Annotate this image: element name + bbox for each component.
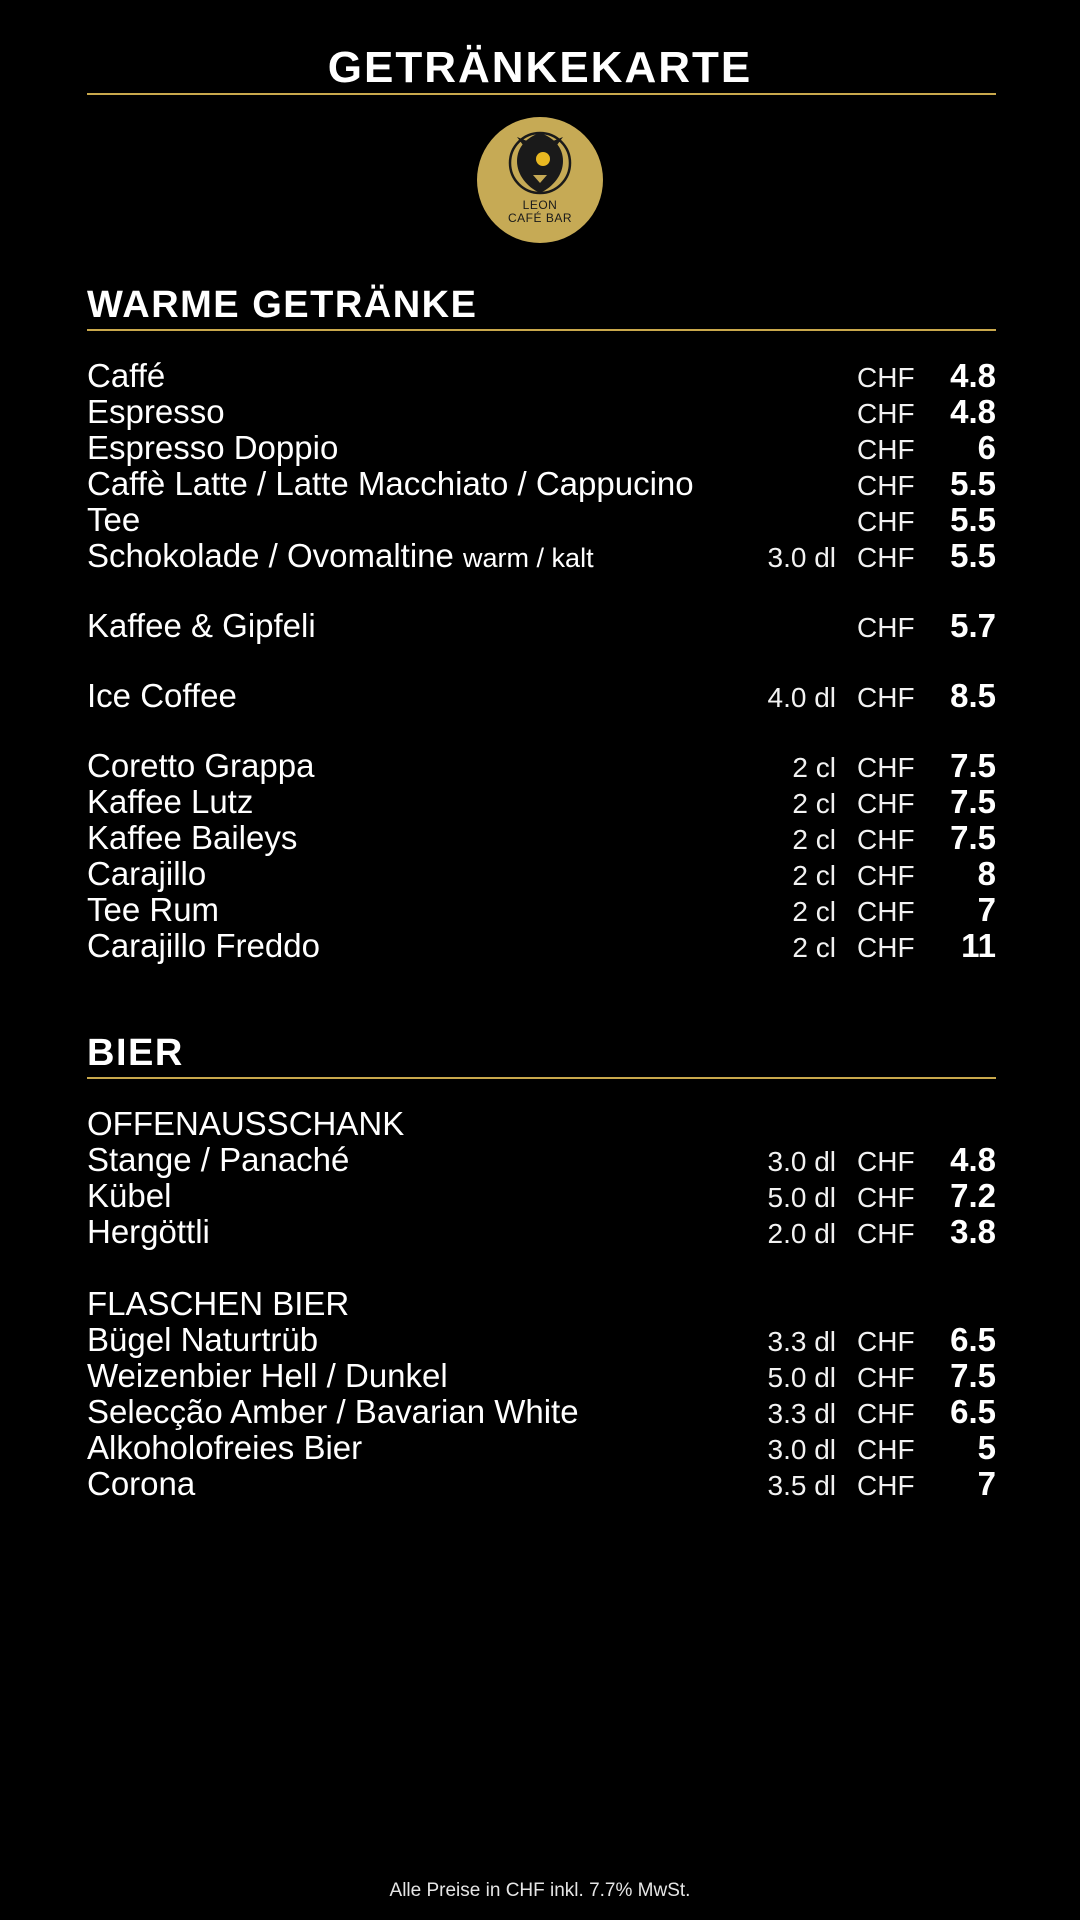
- item-currency: CHF: [857, 1218, 915, 1249]
- item-currency: CHF: [857, 506, 915, 537]
- item-price: 6: [977, 429, 996, 466]
- item-price: 7.5: [950, 783, 996, 820]
- item-volume: 3.3 dl: [767, 1326, 836, 1357]
- item-name: Weizenbier Hell / Dunkel: [87, 1357, 448, 1394]
- item-name: Carajillo Freddo: [87, 927, 320, 964]
- menu-item: [87, 430, 996, 466]
- item-price: 4.8: [950, 357, 996, 394]
- logo-text-leon: LEON: [522, 198, 558, 212]
- item-volume: 3.3 dl: [767, 1398, 836, 1429]
- item-name: Bügel Naturtrüb: [87, 1321, 319, 1358]
- item-volume: 2 cl: [792, 896, 836, 927]
- item-price: 6.5: [950, 1393, 996, 1430]
- menu-item: [87, 358, 996, 394]
- item-volume: 4.0 dl: [767, 682, 836, 713]
- section-title-beer: BIER: [87, 1032, 184, 1074]
- item-volume: 2.0 dl: [767, 1218, 836, 1249]
- menu-item: [87, 892, 996, 928]
- item-currency: CHF: [857, 612, 915, 643]
- item-name: Stange / Panaché: [87, 1141, 350, 1178]
- item-currency: CHF: [857, 932, 915, 963]
- item-currency: CHF: [857, 788, 915, 819]
- page-title: GETRÄNKEKARTE: [327, 43, 753, 92]
- item-name: Caffè Latte / Latte Macchiato / Cappucino: [87, 465, 694, 502]
- item-name: Carajillo: [87, 855, 207, 892]
- menu-item: [87, 538, 996, 574]
- menu-item: [87, 502, 996, 538]
- item-currency: CHF: [857, 362, 915, 393]
- menu-item: [87, 394, 996, 430]
- menu-item: [87, 784, 996, 820]
- item-currency: CHF: [857, 860, 915, 891]
- item-price: 5.5: [950, 465, 996, 502]
- item-currency: CHF: [857, 896, 915, 927]
- menu-item: [87, 1322, 996, 1358]
- item-volume: 5.0 dl: [767, 1362, 836, 1393]
- section-divider-warm: [87, 329, 996, 331]
- item-volume: 2 cl: [792, 788, 836, 819]
- item-currency: CHF: [857, 682, 915, 713]
- item-currency: CHF: [857, 1326, 915, 1357]
- leon-cafe-bar-logo: [477, 117, 603, 243]
- item-name: Kaffee & Gipfeli: [87, 607, 316, 644]
- menu-item: [87, 928, 996, 964]
- item-name: Tee: [87, 501, 141, 538]
- item-currency: CHF: [857, 1182, 915, 1213]
- item-note: warm / kalt: [463, 543, 594, 573]
- item-price: 4.8: [950, 393, 996, 430]
- item-volume: 3.0 dl: [767, 1434, 836, 1465]
- item-currency: CHF: [857, 434, 915, 465]
- item-name: Espresso: [87, 393, 225, 430]
- menu-item: [87, 748, 996, 784]
- item-price: 5.5: [950, 537, 996, 574]
- item-price: 7.5: [950, 1357, 996, 1394]
- item-currency: CHF: [857, 1362, 915, 1393]
- item-price: 7: [977, 1465, 996, 1502]
- menu-item: [87, 678, 996, 714]
- menu-item: [87, 1214, 996, 1250]
- item-name: Kaffee Baileys: [87, 819, 298, 856]
- item-currency: CHF: [857, 398, 915, 429]
- item-price: 8: [977, 855, 996, 892]
- item-price: 7.5: [950, 819, 996, 856]
- item-volume: 2 cl: [792, 752, 836, 783]
- item-currency: CHF: [857, 752, 915, 783]
- item-name: Coretto Grappa: [87, 747, 315, 784]
- menu-item: [87, 1358, 996, 1394]
- menu-item: [87, 820, 996, 856]
- item-price: 7.5: [950, 747, 996, 784]
- item-currency: CHF: [857, 1398, 915, 1429]
- item-name: Alkoholofreies Bier: [87, 1429, 363, 1466]
- item-volume: 3.5 dl: [767, 1470, 836, 1501]
- item-price: 5.5: [950, 501, 996, 538]
- item-volume: 5.0 dl: [767, 1182, 836, 1213]
- item-price: 7.2: [950, 1177, 996, 1214]
- item-name: Tee Rum: [87, 891, 220, 928]
- item-volume: 3.0 dl: [767, 542, 836, 573]
- item-name-text: Schokolade / Ovomaltine: [87, 537, 454, 574]
- section-title-warm-drinks: WARME GETRÄNKE: [87, 284, 478, 326]
- item-name: Ice Coffee: [87, 677, 237, 714]
- item-currency: CHF: [857, 542, 915, 573]
- item-name: Kübel: [87, 1177, 172, 1214]
- footer-price-note: Alle Preise in CHF inkl. 7.7% MwSt.: [389, 1880, 691, 1901]
- item-price: 11: [961, 927, 996, 964]
- item-volume: 2 cl: [792, 860, 836, 891]
- section-divider-beer: [87, 1077, 996, 1079]
- logo-text-cafe-bar: CAFÉ BAR: [507, 211, 572, 225]
- item-price: 8.5: [950, 677, 996, 714]
- item-name: Kaffee Lutz: [87, 783, 254, 820]
- subheading-bottled-beer: FLASCHEN BIER: [87, 1285, 350, 1322]
- item-volume: 2 cl: [792, 824, 836, 855]
- item-name: Selecção Amber / Bavarian White: [87, 1393, 579, 1430]
- item-currency: CHF: [857, 824, 915, 855]
- menu-item: [87, 1394, 996, 1430]
- menu-item: [87, 856, 996, 892]
- item-name: Caffé: [87, 357, 166, 394]
- menu-item: [87, 1430, 996, 1466]
- item-price: 6.5: [950, 1321, 996, 1358]
- item-volume: 3.0 dl: [767, 1146, 836, 1177]
- item-currency: CHF: [857, 1146, 915, 1177]
- item-price: 5.7: [950, 607, 996, 644]
- item-currency: CHF: [857, 1470, 915, 1501]
- item-price: 5: [977, 1429, 996, 1466]
- item-name: Hergöttli: [87, 1213, 210, 1250]
- item-price: 4.8: [950, 1141, 996, 1178]
- item-name: Espresso Doppio: [87, 429, 339, 466]
- item-currency: CHF: [857, 470, 915, 501]
- title-divider: [87, 93, 996, 95]
- menu-item: [87, 1142, 996, 1178]
- menu-item: [87, 1178, 996, 1214]
- item-price: 3.8: [950, 1213, 996, 1250]
- menu-item: [87, 466, 996, 502]
- subheading-draft-beer: OFFENAUSSCHANK: [87, 1105, 405, 1142]
- menu-item: [87, 1466, 996, 1502]
- item-currency: CHF: [857, 1434, 915, 1465]
- item-name: Corona: [87, 1465, 196, 1502]
- item-volume: 2 cl: [792, 932, 836, 963]
- item-name: [87, 538, 594, 576]
- menu-item: [87, 608, 996, 644]
- item-price: 7: [977, 891, 996, 928]
